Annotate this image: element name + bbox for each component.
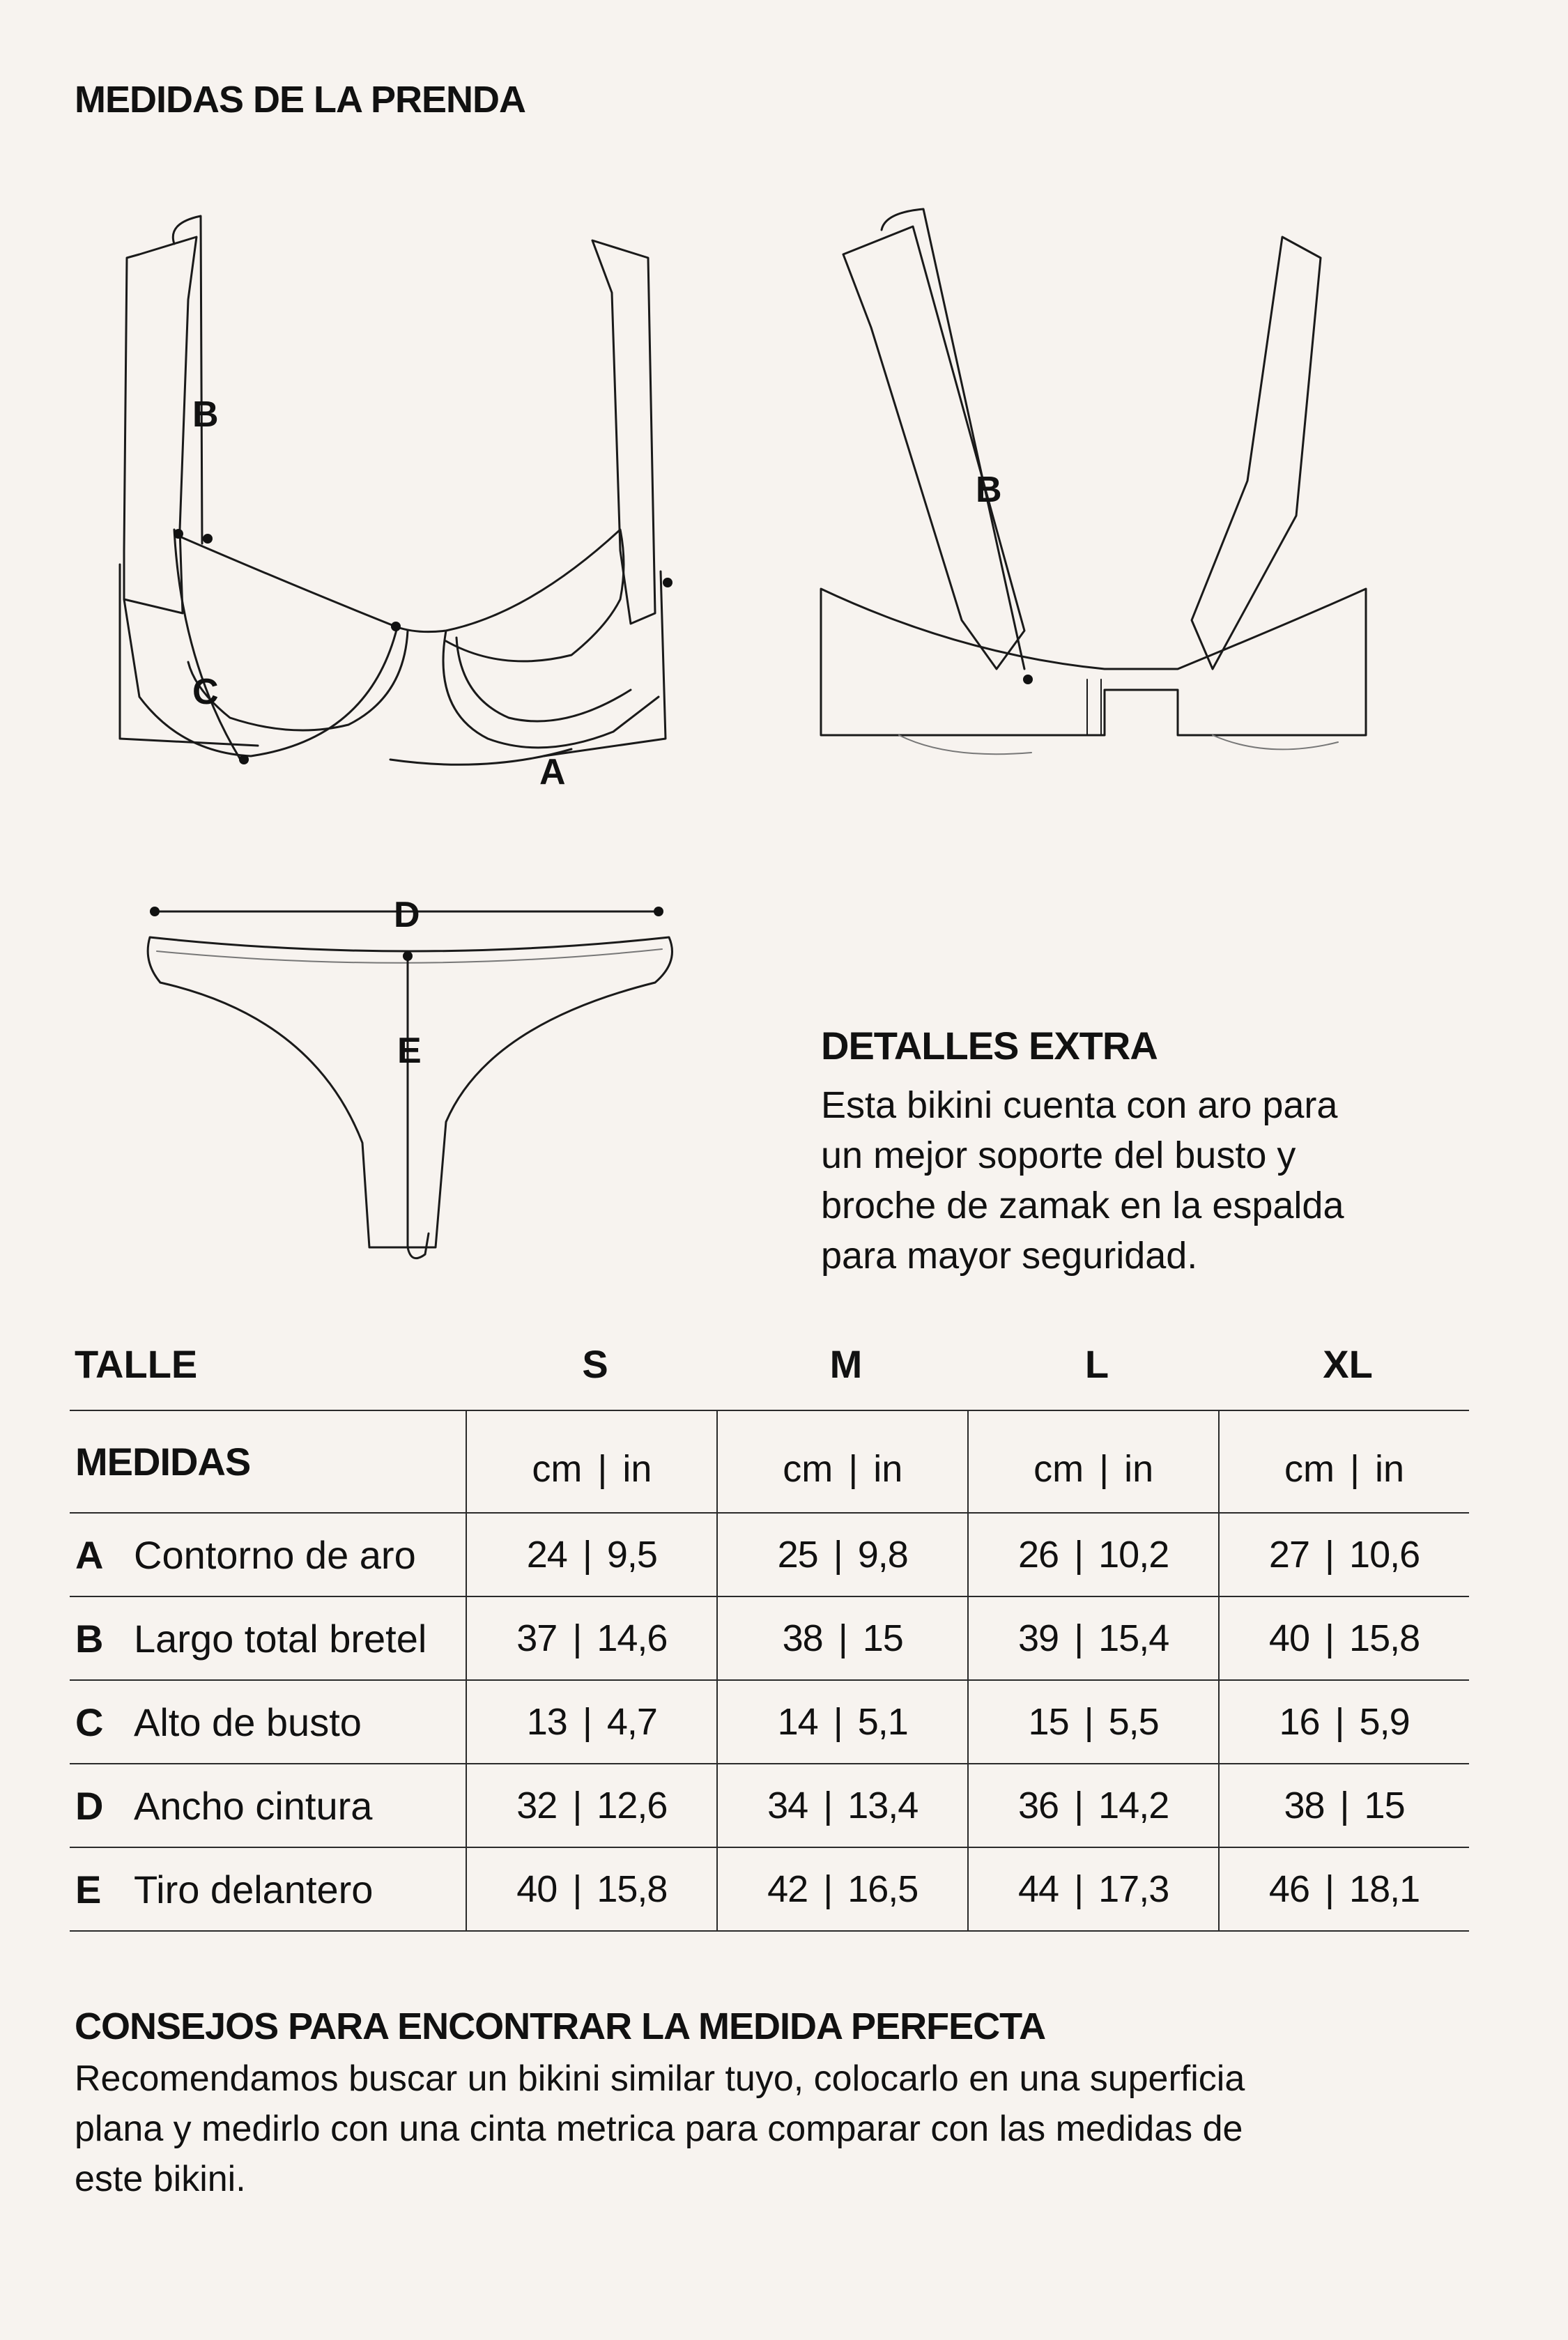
table-row: A Contorno de aro 24 | 9,5 25 | 9,8 26 | 10,2 27 | 10,6: [70, 1513, 1469, 1596]
table-row: B Largo total bretel 37 | 14,6 38 | 15 39 | 15,4 40 | 15,8: [70, 1596, 1469, 1680]
measures-label: MEDIDAS: [75, 1440, 251, 1484]
measure-name: Contorno de aro: [134, 1532, 416, 1577]
extra-line: broche de zamak en la espalda: [821, 1185, 1344, 1226]
tips-line: este bikini.: [75, 2159, 246, 2199]
label-d: D: [394, 895, 420, 935]
label-e: E: [397, 1031, 422, 1071]
bra-back-figure: [821, 209, 1366, 754]
size-label: TALLE: [75, 1342, 198, 1386]
size-s: S: [582, 1342, 608, 1386]
measure-code: A: [75, 1532, 104, 1577]
measure-name: Ancho cintura: [134, 1783, 373, 1828]
table-row: C Alto de busto 13 | 4,7 14 | 5,1 15 | 5,5 16 | 5,9: [70, 1680, 1469, 1764]
units-cell: cm | in: [466, 1410, 717, 1513]
page-title: MEDIDAS DE LA PRENDA: [75, 79, 526, 121]
label-c: C: [192, 672, 219, 712]
label-a: A: [539, 752, 566, 792]
extra-details-text: [821, 1080, 1434, 1281]
units-cell: cm | in: [1219, 1410, 1469, 1513]
bikini-bottom-figure: [148, 911, 672, 1258]
extra-line: Esta bikini cuenta con aro para: [821, 1084, 1338, 1126]
extra-line: un mejor soporte del busto y: [821, 1134, 1296, 1176]
measure-code: E: [75, 1867, 102, 1911]
measure-code: B: [75, 1616, 104, 1661]
size-xl: XL: [1323, 1342, 1373, 1386]
measure-name: Alto de busto: [134, 1700, 362, 1744]
tips-heading: CONSEJOS PARA ENCONTRAR LA MEDIDA PERFECTA: [75, 2006, 1046, 2047]
measure-code: C: [75, 1700, 104, 1744]
extra-details-heading: DETALLES EXTRA: [821, 1024, 1158, 1068]
size-l: L: [1084, 1342, 1109, 1386]
units-row: [70, 1410, 1469, 1513]
measure-code: D: [75, 1783, 104, 1828]
tips-line: plana y medirlo con una cinta metrica para comparar con las medidas de: [75, 2109, 1243, 2149]
table-row: D Ancho cintura 32 | 12,6 34 | 13,4 36 | 14,2 38 | 15: [70, 1764, 1469, 1847]
tips-text: [75, 2054, 1482, 2204]
size-header: [75, 1341, 1468, 1397]
extra-line: para mayor seguridad.: [821, 1235, 1198, 1277]
units-cell: cm | in: [717, 1410, 968, 1513]
size-table: [70, 1410, 1469, 1932]
measure-name: Largo total bretel: [134, 1616, 427, 1661]
measure-name: Tiro delantero: [134, 1867, 374, 1911]
label-b-back: B: [976, 470, 1002, 510]
table-row: E Tiro delantero 40 | 15,8 42 | 16,5 44 | 17,3 46 | 18,1: [70, 1847, 1469, 1931]
size-m: M: [829, 1342, 863, 1386]
units-cell: cm | in: [968, 1410, 1219, 1513]
label-b-front: B: [192, 394, 219, 435]
tips-line: Recomendamos buscar un bikini similar tuyo, colocarlo en una superficia: [75, 2058, 1245, 2099]
